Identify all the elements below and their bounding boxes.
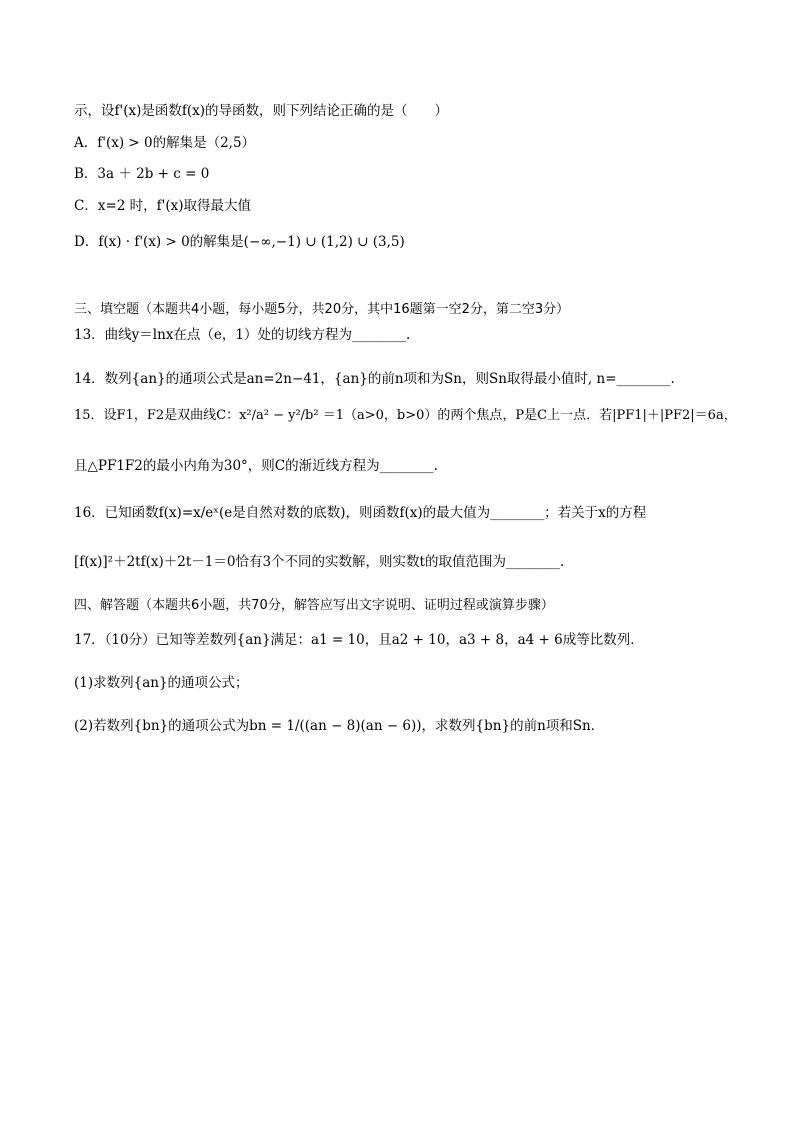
q16-line2: [f(x)]²＋2tf(x)＋2t－1＝0恰有3个不同的实数解，则实数t的取值范围为________. — [74, 554, 565, 570]
q17-part2: (2)若数列{bn}的通项公式为bn = 1/((an − 8)(an − 6))，求数列{bn}的前n项和Sn． — [74, 718, 605, 734]
q12-stem: 示，设f'(x)是函数f(x)的导函数，则下列结论正确的是（ ） — [74, 103, 448, 119]
q13-text: 13．曲线y＝lnx在点（e，1）处的切线方程为________. — [74, 327, 411, 343]
q15-line1: 15．设F1，F2是双曲线C：x²/a² − y²/b² ＝1（a>0，b>0）的两个焦点，P是C上一点．若|PF1|＋|PF2|＝6a， — [74, 408, 737, 423]
q12-option-d: D．f(x) · f'(x) > 0的解集是(−∞,−1) ∪ (1,2) ∪ (3,5) — [74, 234, 405, 250]
section4-heading: 四、解答题（本题共6小题，共70分，解答应写出文字说明、证明过程或演算步骤） — [74, 598, 554, 613]
section3-heading: 三、填空题（本题共4小题，每小题5分，共20分，其中16题第一空2分，第二空3分） — [74, 302, 570, 317]
q15-line2: 且△PF1F2的最小内角为30°，则C的渐近线方程为________. — [74, 458, 438, 474]
q16-line1: 16．已知函数f(x)=x/eˣ(e是自然对数的底数)，则函数f(x)的最大值为________；若关于x的方程 — [74, 505, 647, 521]
q17-stem: 17．（10分）已知等差数列{an}满足：a1 = 10，且a2 + 10，a3 + 8，a4 + 6成等比数列． — [74, 632, 644, 648]
q12-option-b: B．3a ＋ 2b + c = 0 — [74, 166, 210, 182]
q12-option-c: C．x=2 时，f'(x)取得最大值 — [74, 198, 251, 214]
q17-part1: (1)求数列{an}的通项公式； — [74, 675, 249, 691]
q12-option-a: A．f'(x) > 0的解集是（2,5） — [74, 135, 256, 151]
q14-text: 14．数列{an}的通项公式是an=2n−41，{an}的前n项和为Sn，则Sn取得最小值时, n=________. — [74, 371, 675, 387]
